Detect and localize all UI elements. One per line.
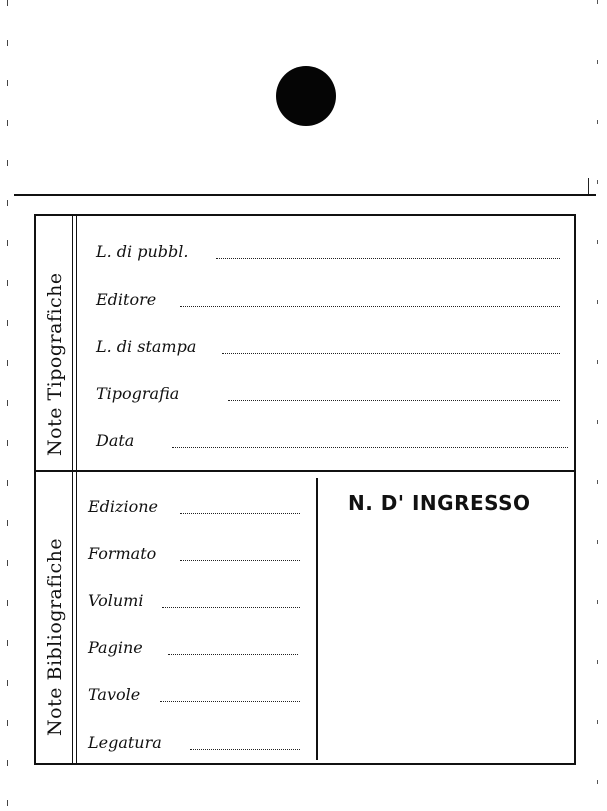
field-label-legatura: Legatura [88,733,162,752]
note-bibliografiche-label: Note Bibliografiche [44,537,66,736]
field-label-volumi: Volumi [88,591,144,610]
section-label-divider-inner [76,214,77,765]
field-line-luogo-stampa[interactable] [222,353,560,354]
numero-ingresso-label: N. D' INGRESSO [348,491,531,515]
field-label-pagine: Pagine [88,638,143,657]
fold-tick [588,178,589,194]
fold-line [14,194,596,196]
field-label-formato: Formato [88,544,157,563]
field-line-editore[interactable] [180,306,560,307]
section-label-divider [72,214,73,765]
field-label-luogo-pubblicazione: L. di pubbl. [96,242,189,261]
field-label-editore: Editore [96,290,157,309]
field-line-tipografia[interactable] [228,400,560,401]
field-label-luogo-stampa: L. di stampa [96,337,197,356]
field-label-data: Data [96,431,135,450]
field-line-legatura[interactable] [190,749,300,750]
section-divider [34,470,576,472]
ingresso-divider [316,478,318,760]
field-label-tipografia: Tipografia [96,384,180,403]
field-line-pagine[interactable] [168,654,298,655]
note-tipografiche-label: Note Tipografiche [44,272,66,456]
field-label-tavole: Tavole [88,685,141,704]
field-line-tavole[interactable] [160,701,300,702]
field-line-edizione[interactable] [180,513,300,514]
field-label-edizione: Edizione [88,497,158,516]
field-line-data[interactable] [172,447,568,448]
card-edge-left [7,0,8,811]
field-line-volumi[interactable] [162,607,300,608]
field-line-luogo-pubblicazione[interactable] [216,258,560,259]
card-edge-right [597,0,598,811]
field-line-formato[interactable] [180,560,300,561]
punch-hole [276,66,336,126]
